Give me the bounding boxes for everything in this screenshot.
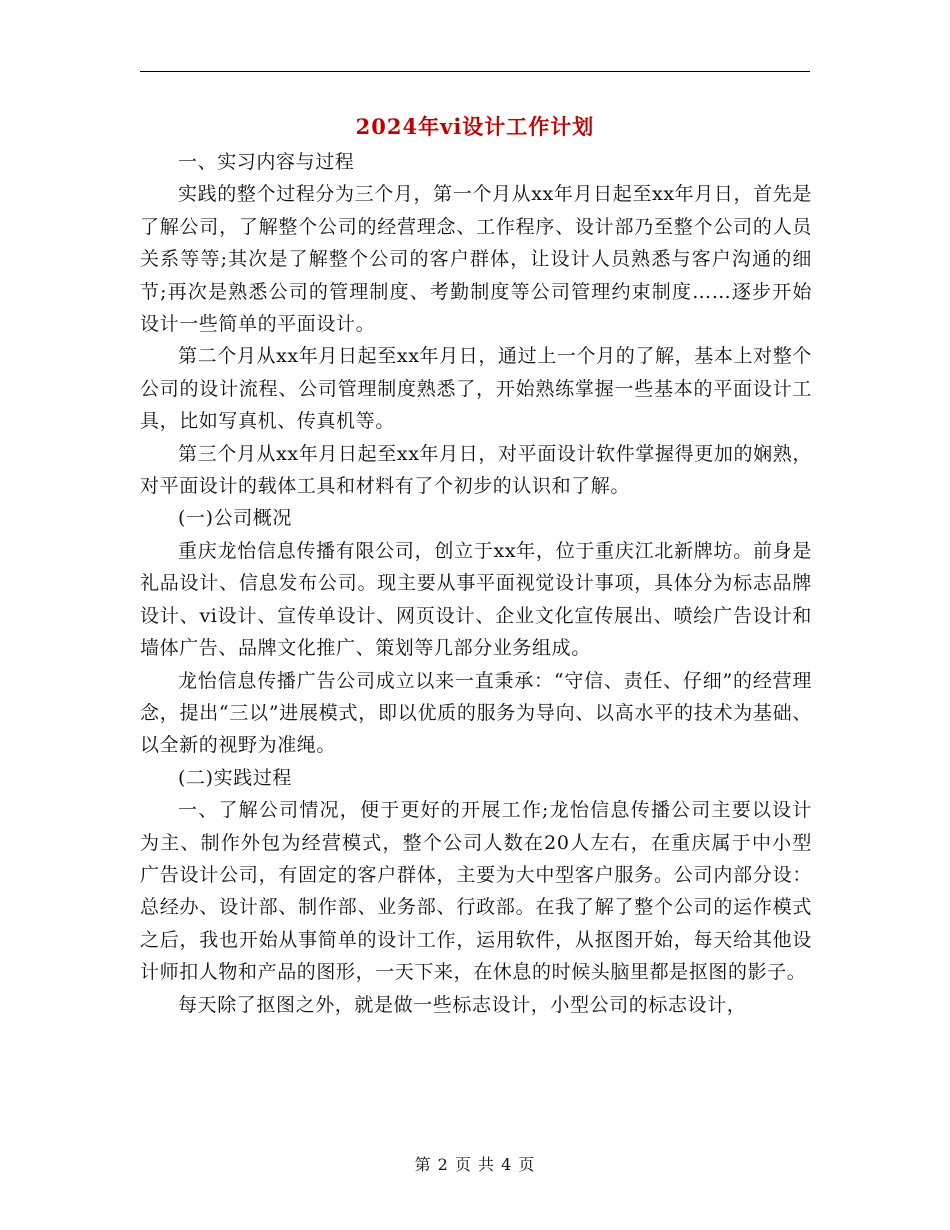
body-paragraph: 每天除了抠图之外，就是做一些标志设计，小型公司的标志设计，: [178, 993, 747, 1016]
section-heading: 一、实习内容与过程: [178, 151, 355, 173]
page-number-footer: 第 2 页 共 4 页: [414, 1155, 536, 1174]
body-paragraph: 第二个月从xx年月日起至xx年月日，通过上一个月的了解，基本上对整个公司的设计流程、公司管理制度熟悉了，开始熟练掌握一些基本的平面设计工具，比如写真机、传真机等。: [140, 345, 812, 433]
body-paragraph: 龙怡信息传播广告公司成立以来一直秉承：“守信、责任、仔细”的经营理念，提出“三以”进展模式，即以优质的服务为导向、以高水平的技术为基础、以全新的视野为准绳。: [140, 669, 812, 757]
document-title: 2024年vi设计工作计划: [355, 114, 595, 139]
section-heading: (二)实践过程: [178, 766, 293, 789]
body-paragraph: 一、了解公司情况，便于更好的开展工作;龙怡信息传播公司主要以设计为主、制作外包为经营模式，整个公司人数在20人左右，在重庆属于中小型广告设计公司，有固定的客户群体，主要为大中型客户服务。公司内部分设：总经办、设计部、制作部、业务部、行政部。在我了解了整个公司的运作模式之后，我也开始从事简单的设计工作，运用软件，从抠图开始，每天给其他设计师扣人物和产品的图形，一天下来，在休息的时候头脑里都是抠图的影子。: [140, 799, 812, 984]
document-body: [140, 146, 812, 1021]
header-rule: [140, 71, 810, 72]
body-paragraph: 实践的整个过程分为三个月，第一个月从xx年月日起至xx年月日，首先是了解公司，了解整个公司的经营理念、工作程序、设计部乃至整个公司的人员关系等等;其次是了解整个公司的客户群体，让设计人员熟悉与客户沟通的细节;再次是熟悉公司的管理制度、考勤制度等公司管理约束制度……逐步开始设计一些简单的平面设计。: [140, 183, 812, 336]
body-paragraph: 第三个月从xx年月日起至xx年月日，对平面设计软件掌握得更加的娴熟，对平面设计的载体工具和材料有了个初步的认识和了解。: [140, 442, 812, 498]
body-paragraph: 重庆龙怡信息传播有限公司，创立于xx年，位于重庆江北新牌坊。前身是礼品设计、信息发布公司。现主要从事平面视觉设计事项，具体分为标志品牌设计、vi设计、宣传单设计、网页设计、企业文化宣传展出、喷绘广告设计和墙体广告、品牌文化推广、策划等几部分业务组成。: [140, 539, 812, 660]
section-heading: (一)公司概况: [178, 507, 293, 530]
